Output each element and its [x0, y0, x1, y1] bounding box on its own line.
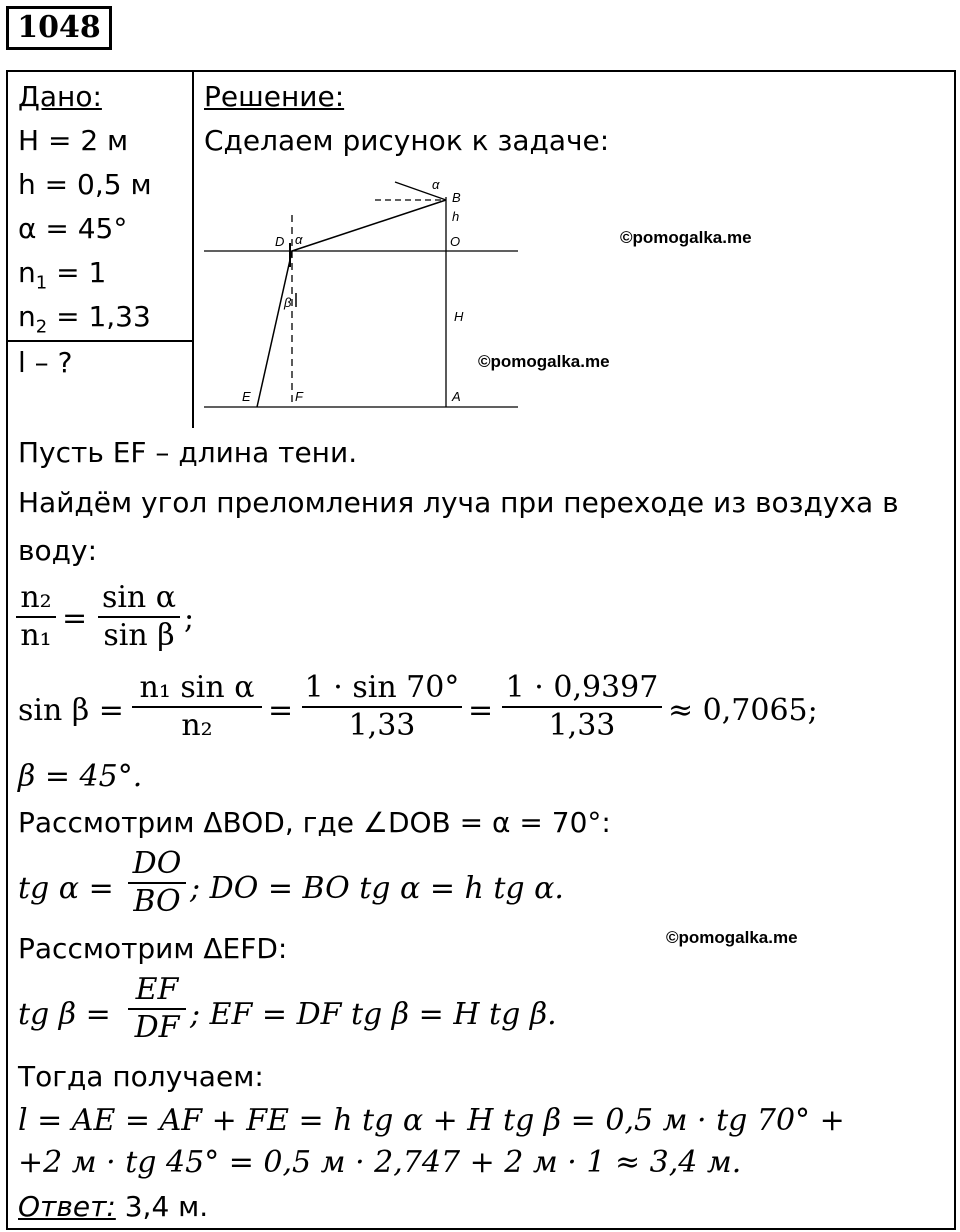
- label-O: O: [450, 234, 461, 249]
- given-find: l – ?: [18, 346, 73, 379]
- optics-diagram: [200, 175, 530, 415]
- angle-text-line2: воду:: [18, 534, 97, 567]
- watermark: ©pomogalka.me: [620, 228, 752, 247]
- solution-intro: Сделаем рисунок к задаче:: [204, 124, 610, 157]
- label-A: A: [452, 389, 461, 404]
- eq2-equals-1: =: [268, 693, 294, 728]
- tga-rest: ; DO = BO tg α = h tg α.: [190, 871, 564, 906]
- given-divider-vertical: [192, 70, 194, 428]
- tgb-fraction: $\frac{EF}{DF}$: [128, 972, 186, 1046]
- consider-efd: Рассмотрим ΔEFD:: [18, 932, 288, 965]
- ray-to-water: [292, 200, 446, 251]
- label-h: h: [452, 209, 460, 224]
- label-alpha: α: [295, 232, 303, 247]
- eq1-equals: =: [62, 601, 88, 636]
- eq2-lhs: sin β =: [18, 693, 124, 728]
- answer-value: 3,4 м.: [115, 1190, 209, 1223]
- eq2-fraction-1: $\frac{\text{n₁ sin α}}{\text{n₂}}$: [132, 670, 262, 744]
- refracted-ray: [257, 251, 292, 407]
- watermark: ©pomogalka.me: [478, 352, 610, 371]
- eq2-result: ≈ 0,7065;: [668, 693, 818, 728]
- eq2-equals-2: =: [468, 693, 494, 728]
- eq2-fraction-2: $\frac{1 \cdot \sin 70^\circ}{1,33}$: [302, 670, 462, 744]
- final-line2: +2 м · tg 45° = 0,5 м · 2,747 + 2 м · 1 ≈ 3,4 м.: [18, 1145, 742, 1180]
- label-beta: β: [284, 295, 292, 310]
- consider-bod: Рассмотрим ΔBOD, где ∠DOB = α = 70°:: [18, 806, 611, 839]
- given-alpha: α = 45°: [18, 212, 128, 245]
- given-n2: $n_2 = 1,33$: [18, 300, 151, 338]
- tgb-rest: ; EF = DF tg β = H tg β.: [190, 997, 557, 1032]
- tga-fraction: $\frac{DO}{BO}$: [128, 846, 186, 920]
- watermark: ©pomogalka.me: [666, 928, 798, 947]
- eq2-fraction-3: $\frac{1 \cdot 0,9397}{1,33}$: [502, 670, 662, 744]
- given-H: H = 2 м: [18, 124, 129, 157]
- beta-value: β = 45°.: [18, 759, 143, 794]
- solution-heading: Решение:: [204, 80, 345, 113]
- tga-lhs: tg α =: [18, 871, 114, 906]
- eq1-fraction-n: $\frac{\text{n₂}}{\text{n₁}}$: [16, 580, 56, 654]
- answer: [18, 1190, 208, 1224]
- angle-text-line1: Найдём угол преломления луча при переходе из воздуха в: [18, 486, 899, 519]
- given-n1: $n_1 = 1$: [18, 256, 107, 294]
- answer-label: Ответ:: [18, 1190, 116, 1223]
- eq1-end: ;: [184, 601, 195, 636]
- final-line1: l = AE = AF + FE = h tg α + H tg β = 0,5 м · tg 70° +: [18, 1103, 845, 1138]
- label-B: B: [452, 190, 461, 205]
- problem-number: 1048: [6, 6, 112, 50]
- eq1-fraction-sin: $\frac{\text{sin α}}{\text{sin β}}$: [98, 580, 180, 654]
- label-F: F: [295, 389, 303, 404]
- label-H: H: [454, 309, 464, 324]
- shadow-text: Пусть EF – длина тени.: [18, 436, 358, 469]
- label-D: D: [275, 234, 285, 249]
- label-alpha-top: α: [432, 177, 440, 192]
- tgb-lhs: tg β =: [18, 997, 111, 1032]
- given-heading: Дано:: [18, 80, 102, 113]
- given-h: h = 0,5 м: [18, 168, 152, 201]
- then-text: Тогда получаем:: [18, 1060, 264, 1093]
- label-E: E: [242, 389, 251, 404]
